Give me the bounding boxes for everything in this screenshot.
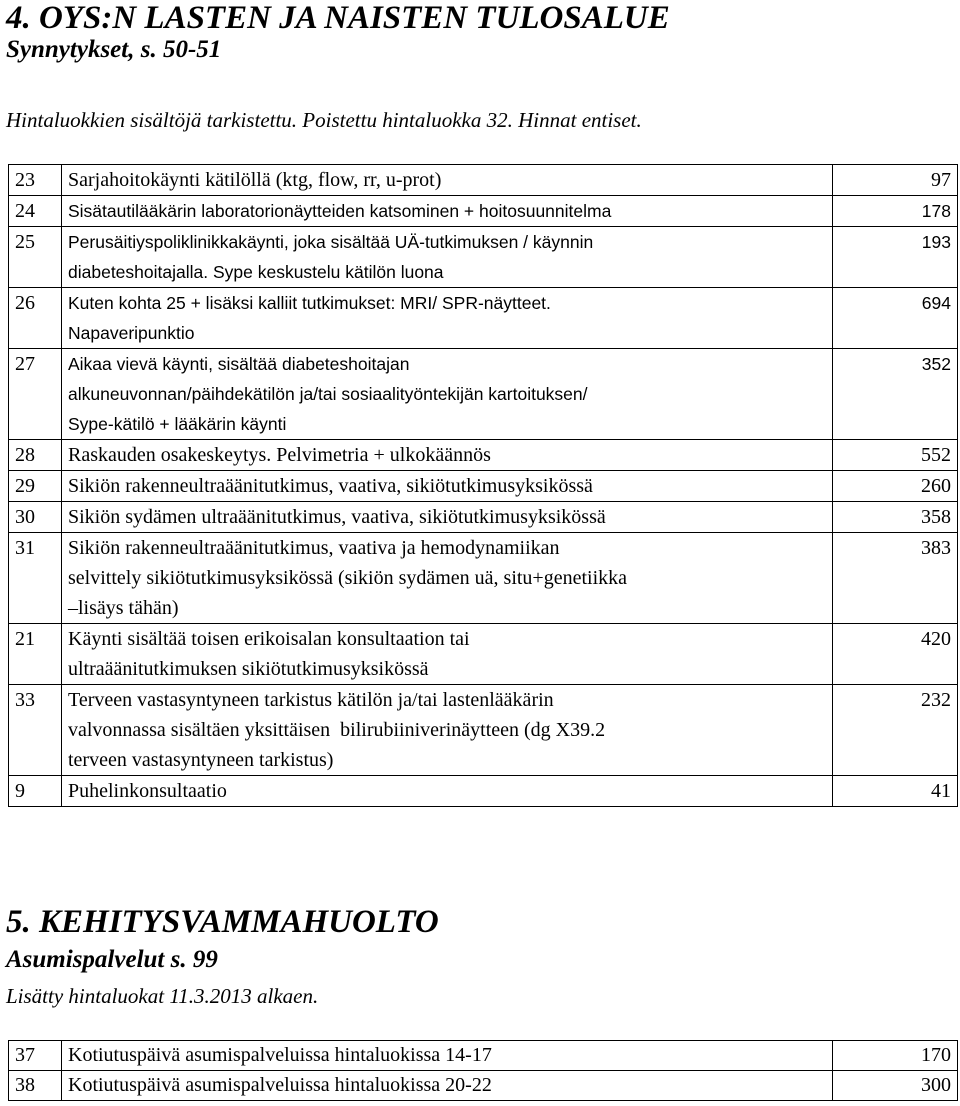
description-line: valvonnassa sisältäen yksittäisen bilirubiiniverinäytteen (dg X39.2: [68, 719, 606, 741]
section-5-price-table: [8, 1040, 958, 1101]
row-price: 260: [833, 471, 958, 502]
row-price: 170: [833, 1041, 958, 1071]
row-class-number: 38: [9, 1071, 62, 1101]
table-row: [9, 440, 958, 471]
section-4-note: Hintaluokkien sisältöjä tarkistettu. Poistettu hintaluokka 32. Hinnat entiset.: [6, 108, 642, 132]
section-5-title: 5. KEHITYSVAMMAHUOLTO: [6, 904, 439, 940]
row-class-number: 37: [9, 1041, 62, 1071]
description-line: alkuneuvonnan/päihdekätilön ja/tai sosiaalityöntekijän kartoituksen/: [68, 384, 588, 404]
row-price: 358: [833, 502, 958, 533]
row-price: 552: [833, 440, 958, 471]
description-line: Sikiön rakenneultraäänitutkimus, vaativa ja hemodynamiikan: [68, 537, 560, 559]
table-row: [9, 1041, 958, 1071]
row-description: [62, 288, 833, 349]
description-line: Kotiutuspäivä asumispalveluissa hintaluokissa 14-17: [68, 1044, 492, 1066]
row-description: [62, 471, 833, 502]
row-description: [62, 502, 833, 533]
row-price: 193: [833, 227, 958, 288]
section-5-subtitle: Asumispalvelut s. 99: [6, 946, 218, 973]
description-line: terveen vastasyntyneen tarkistus): [68, 749, 334, 771]
table-row: [9, 471, 958, 502]
row-price: 352: [833, 349, 958, 440]
description-line: Sisätautilääkärin laboratorionäytteiden katsominen + hoitosuunnitelma: [68, 201, 612, 221]
row-class-number: 21: [9, 624, 62, 685]
row-description: [62, 1071, 833, 1101]
section-5-note: Lisätty hintaluokat 11.3.2013 alkaen.: [6, 984, 319, 1008]
row-class-number: 25: [9, 227, 62, 288]
description-line: Kotiutuspäivä asumispalveluissa hintaluokissa 20-22: [68, 1074, 492, 1096]
table-row: [9, 1071, 958, 1101]
row-price: 300: [833, 1071, 958, 1101]
table-row: [9, 227, 958, 288]
row-class-number: 28: [9, 440, 62, 471]
row-price: 232: [833, 685, 958, 776]
description-line: ultraäänitutkimuksen sikiötutkimusyksikössä: [68, 658, 429, 680]
description-line: Käynti sisältää toisen erikoisalan konsultaation tai: [68, 628, 470, 650]
row-class-number: 24: [9, 196, 62, 227]
table-row: [9, 196, 958, 227]
description-line: Napaveripunktio: [68, 323, 195, 343]
row-price: 97: [833, 165, 958, 196]
description-line: Sarjahoitokäynti kätilöllä (ktg, flow, rr, u-prot): [68, 169, 442, 191]
row-price: 41: [833, 776, 958, 807]
table-row: [9, 624, 958, 685]
table-row: [9, 288, 958, 349]
section-4-title: 4. OYS:N LASTEN JA NAISTEN TULOSALUE: [6, 0, 670, 36]
row-description: [62, 196, 833, 227]
row-description: [62, 165, 833, 196]
row-price: 178: [833, 196, 958, 227]
row-class-number: 9: [9, 776, 62, 807]
row-price: 694: [833, 288, 958, 349]
row-class-number: 33: [9, 685, 62, 776]
description-line: Aikaa vievä käynti, sisältää diabeteshoitajan: [68, 354, 410, 374]
description-line: Sype-kätilö + lääkärin käynti: [68, 414, 287, 434]
description-line: Puhelinkonsultaatio: [68, 780, 227, 802]
description-line: selvittely sikiötutkimusyksikössä (sikiön sydämen uä, situ+genetiikka: [68, 567, 628, 589]
description-line: –lisäys tähän): [68, 597, 179, 619]
row-description: [62, 776, 833, 807]
row-description: [62, 349, 833, 440]
description-line: Perusäitiyspoliklinikkakäynti, joka sisältää UÄ-tutkimuksen / käynnin: [68, 232, 594, 252]
table-row: [9, 533, 958, 624]
description-line: Raskauden osakeskeytys. Pelvimetria + ulkokäännös: [68, 444, 491, 466]
table-row: [9, 165, 958, 196]
row-description: [62, 685, 833, 776]
description-line: Sikiön sydämen ultraäänitutkimus, vaativa, sikiötutkimusyksikössä: [68, 506, 606, 528]
row-description: [62, 227, 833, 288]
table-row: [9, 502, 958, 533]
row-description: [62, 440, 833, 471]
section-4-price-table: [8, 164, 958, 807]
description-line: Kuten kohta 25 + lisäksi kalliit tutkimukset: MRI/ SPR-näytteet.: [68, 293, 551, 313]
description-line: Sikiön rakenneultraäänitutkimus, vaativa, sikiötutkimusyksikössä: [68, 475, 593, 497]
row-class-number: 29: [9, 471, 62, 502]
description-line: Terveen vastasyntyneen tarkistus kätilön ja/tai lastenlääkärin: [68, 689, 554, 711]
table-row: [9, 349, 958, 440]
row-class-number: 26: [9, 288, 62, 349]
section-4-subtitle: Synnytykset, s. 50-51: [6, 36, 222, 63]
row-class-number: 30: [9, 502, 62, 533]
row-class-number: 27: [9, 349, 62, 440]
row-class-number: 31: [9, 533, 62, 624]
row-price: 383: [833, 533, 958, 624]
row-description: [62, 1041, 833, 1071]
row-price: 420: [833, 624, 958, 685]
description-line: diabeteshoitajalla. Sype keskustelu kätilön luona: [68, 262, 444, 282]
row-description: [62, 624, 833, 685]
table-row: [9, 776, 958, 807]
row-class-number: 23: [9, 165, 62, 196]
table-row: [9, 685, 958, 776]
row-description: [62, 533, 833, 624]
